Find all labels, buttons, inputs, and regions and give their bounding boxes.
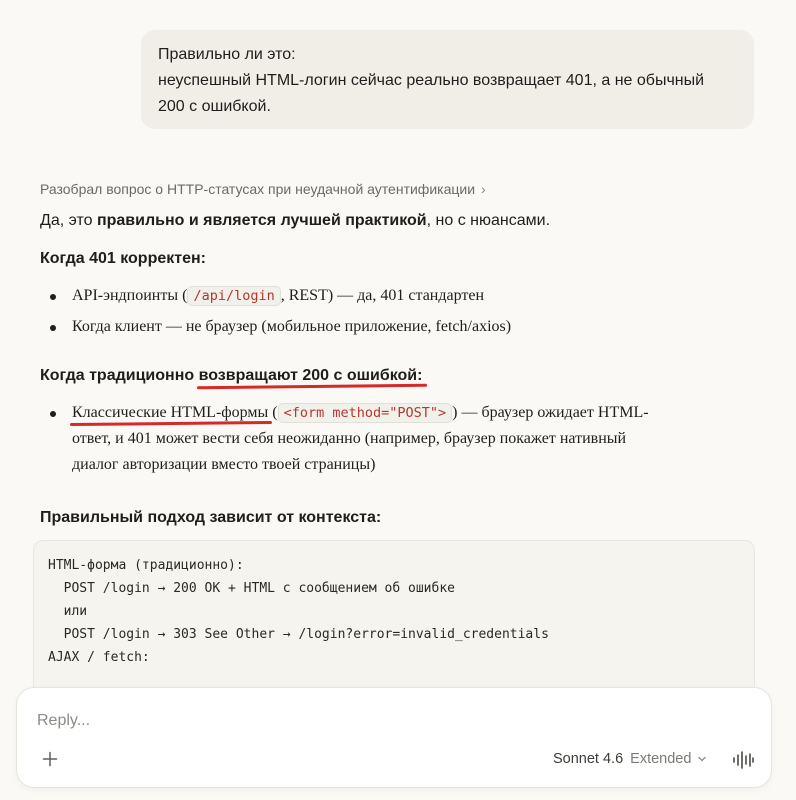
model-selector[interactable] bbox=[553, 751, 707, 767]
reply-composer bbox=[16, 687, 772, 788]
inline-code: <form method="POST"> bbox=[278, 403, 453, 423]
chevron-down-icon bbox=[697, 754, 707, 764]
thinking-summary-toggle[interactable] bbox=[40, 179, 486, 199]
code-line: POST /login → 200 OK + HTML с сообщением об ошибке bbox=[48, 581, 455, 596]
user-message-line: Правильно ли это: bbox=[158, 46, 296, 63]
user-message-bubble bbox=[141, 30, 754, 129]
voice-mode-button[interactable] bbox=[731, 748, 755, 772]
thinking-summary-text: Разобрал вопрос о HTTP-статусах при неудачной аутентификации bbox=[40, 181, 476, 197]
code-line: или bbox=[48, 604, 88, 619]
bullet-list bbox=[40, 283, 760, 340]
list-item: Когда клиент — не браузер (мобильное приложение, fetch/axios) bbox=[40, 314, 760, 340]
list-item: Классические HTML-формы ( <form method="POST"> ) — браузер ожидает HTML- ответ, и 401 может вести себя неожиданно (например, браузер покажет нативный диалог авторизации вместо твоей страницы) bbox=[40, 400, 760, 478]
code-line: AJAX / fetch: bbox=[48, 650, 150, 665]
response-intro: Да, это правильно и является лучшей практикой, но с нюансами. bbox=[40, 212, 551, 229]
code-line: POST /login → 303 See Other → /login?error=invalid_credentials bbox=[48, 627, 549, 642]
reply-input[interactable] bbox=[37, 708, 717, 734]
section-heading: Когда традиционно возвращают 200 с ошибкой: bbox=[40, 367, 423, 384]
chevron-right-icon: › bbox=[481, 181, 486, 197]
red-underline-annotation: Классические HTML-формы bbox=[72, 404, 269, 421]
section-heading: Когда 401 корректен: bbox=[40, 250, 206, 267]
add-attachment-button[interactable] bbox=[39, 748, 61, 770]
model-name: Sonnet 4.6 bbox=[553, 751, 624, 767]
inline-code: /api/login bbox=[187, 286, 280, 306]
list-item: API-эндпоинты ( /api/login , REST) — да, 401 стандартен bbox=[40, 283, 760, 309]
code-line: HTML-форма (традиционно): bbox=[48, 558, 244, 573]
user-message-line: 200 с ошибкой. bbox=[158, 98, 271, 115]
bullet-list bbox=[40, 400, 760, 478]
user-message-line: неуспешный HTML-логин сейчас реально возвращает 401, а не обычный bbox=[158, 72, 705, 89]
section-heading: Правильный подход зависит от контекста: bbox=[40, 509, 382, 526]
voice-waveform-icon bbox=[731, 748, 755, 772]
plus-icon bbox=[42, 751, 58, 767]
red-underline-annotation: возвращают 200 с ошибкой: bbox=[198, 367, 423, 384]
model-mode: Extended bbox=[630, 751, 692, 767]
